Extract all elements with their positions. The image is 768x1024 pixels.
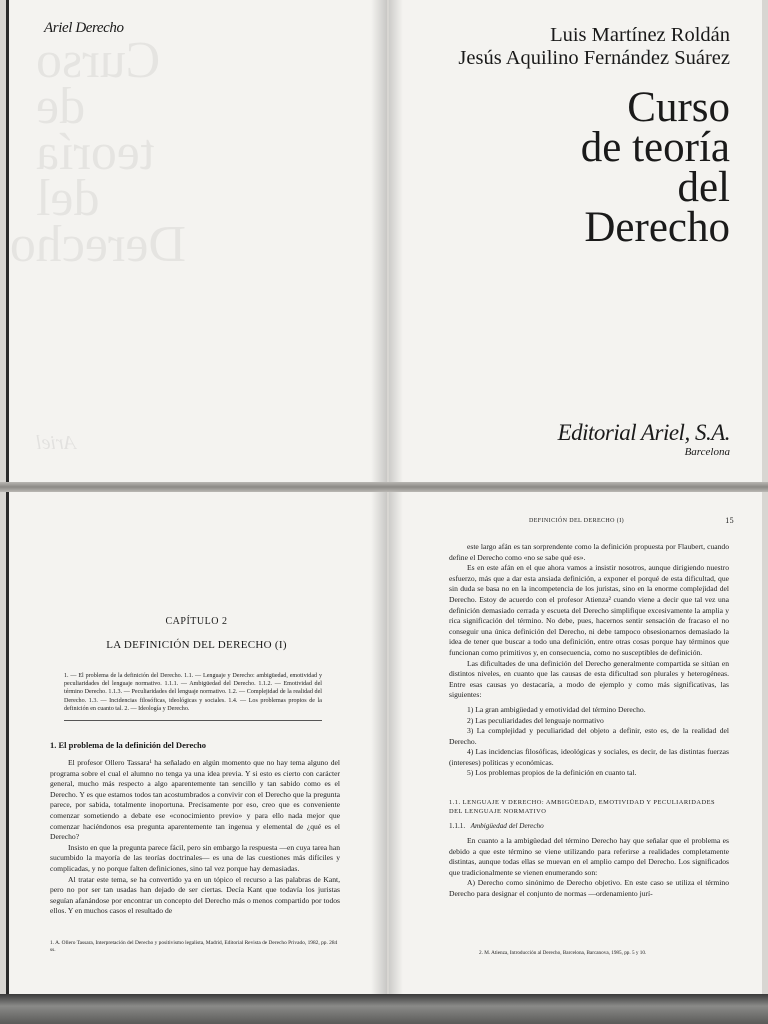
page-edge <box>6 492 9 994</box>
list-item: 5) Los problemas propios de la definición en cuanto tal. <box>467 768 637 778</box>
publisher-city: Barcelona <box>684 446 730 458</box>
footnote: 2. M. Atienza, Introducción al Derecho, Barcelona, Barcanova, 1985, pp. 5 y 10. <box>479 950 647 956</box>
subsubsection-number: 1.1.1. <box>449 822 466 830</box>
running-head: DEFINICIÓN DEL DERECHO (I) <box>529 518 624 524</box>
author-1: Luis Martínez Roldán <box>550 24 730 46</box>
publisher-name: Editorial Ariel, S.A. <box>557 420 730 445</box>
paragraph: Es en este afán en el que ahora vamos a insistir nosotros, aunque dirigiendo nuestro esfuerzo, más que a dar esta ansiada definición, a exponer el porqué de esta dificultad, que sin duda se basa no en la incompetencia de los juristas, sino en la enorme complejidad del Derecho. Estoy de acuerdo con el profesor Atienza² cuando viene a decir que tal vez una definición demasiado cerrada y escueta del Derecho simplifique excesivamente la amplia y rica significación del término. No debe, pues, hacernos sentir sensación de fracaso el no conseguir una única definición del Derecho, ni debe tampoco obsesionarnos demasiado la idea de tener que buscar a todo una definición, entre otras cosas porque hay términos que funcionan como primitivos y, en consecuencia, como no susceptibles de definición. <box>449 563 729 657</box>
title-line: de teoría <box>580 124 730 171</box>
title-line: Curso <box>627 84 730 131</box>
body-text <box>449 836 729 900</box>
show-through-text: Curso de teoría del Derecho <box>9 32 186 273</box>
summary-rule <box>64 720 322 721</box>
spine-shadow <box>371 492 387 994</box>
title-line: del <box>677 164 730 211</box>
chapter-opening-page <box>6 492 387 994</box>
subsection-heading: 1.1. LENGUAJE Y DERECHO: AMBIGÜEDAD, EMOTIVIDAD Y PECULIARIDADES DEL LENGUAJE NORMATIVO <box>449 799 716 815</box>
paragraph: A) Derecho como sinónimo de Derecho objetivo. En este caso se utiliza el término Derecho para designar el conjunto de normas —ordenamiento jurí- <box>449 878 729 898</box>
page-number: 15 <box>725 516 734 525</box>
paragraph: este largo afán es tan sorprendente como la definición propuesta por Flaubert, cuando define el Derecho como «no se sabe qué es». <box>449 542 729 562</box>
paragraph: Al tratar este tema, se ha convertido ya en un tópico el recurso a las palabras de Kant, pero no por ser tan usadas han dejado de ser ciertas. Decía Kant que todavía los juristas seguían afanándose por encontrar un concepto del Derecho más o menos compartido por todos ellos. Y en muchos casos el resultado de <box>50 874 340 916</box>
list-item: 3) La complejidad y peculiaridad del objeto a definir, esto es, de la realidad del Derecho. <box>449 726 729 746</box>
list-item: 1) La gran ambigüedad y emotividad del término Derecho. <box>467 704 646 714</box>
author-2: Jesús Aquilino Fernández Suárez <box>458 47 730 69</box>
paragraph: En cuanto a la ambigüedad del término Derecho hay que señalar que el problema es debido a que este término se viene utilizando para referirse a realidades completamente distintas, aunque todas ellas se muevan en el amplio campo del Derecho. Los significados que tradicionalmente se vienen enumerando son: <box>449 836 729 877</box>
publisher-block <box>558 420 730 458</box>
half-title-page <box>6 0 387 482</box>
scan-bottom-edge <box>0 994 768 1024</box>
body-text <box>50 758 340 917</box>
title-line: Derecho <box>584 204 730 251</box>
list-item: 4) Las incidencias filosóficas, ideológicas y sociales, es decir, de las distintas fuerzas (intereses) políticas y económicas. <box>449 747 729 767</box>
causes-list <box>449 705 729 779</box>
paragraph: Insisto en que la pregunta parece fácil, pero sin embargo la respuesta —en cuya tarea han sucumbido la mayoría de las teorías doctrinales— es una de las cuestiones más difíciles y complicadas, y no porque falten definiciones, sino tal vez porque hay demasiadas. <box>50 842 340 873</box>
series-name: Ariel Derecho <box>44 20 124 36</box>
section-heading: 1. El problema de la definición del Derecho <box>50 740 206 750</box>
text-page <box>389 492 762 994</box>
spine-shadow <box>389 492 403 994</box>
paragraph: El profesor Ollero Tassara¹ ha señalado en algún momento que no hay tema alguno del programa sobre el cual el alumno no tenga ya una idea previa. Y si esto es cierto con carácter general, mucho más respecto a algo aparentemente tan sencillo y tan sabido como es el Derecho. Y es que estamos todos tan acostumbrados a convivir con el Derecho que la pregunta parece, por sabida, totalmente inoportuna. Precisamente por eso, creo que es conveniente comenzar sometiendo a debate ese «conocimiento previo» y para ello nada mejor que comenzar haciéndonos esa pregunta aparentemente tan ingenua y elemental de ¿qué es el Derecho? <box>50 758 340 842</box>
show-through-text: Ariel <box>36 432 76 454</box>
footnote: 1. A. Ollero Tassara, Interpretación del Derecho y positivismo legalista, Madrid, Editorial Revista de Derecho Privado, 1982, pp. 284 ss. <box>50 940 338 953</box>
page-edge <box>6 0 9 482</box>
chapter-number: CAPÍTULO 2 <box>165 616 228 627</box>
paragraph: Las dificultades de una definición del Derecho generalmente compartida se sitúan en distintos niveles, en cuanto que las causas de esta dificultad son plurales y heterogéneas. Entre esas causas yo destacaría, a modo de ejemplo y como más significativas, las siguientes: <box>449 658 729 700</box>
subsubsection-heading <box>449 822 544 830</box>
chapter-summary: 1. — El problema de la definición del Derecho. 1.1. — Lenguaje y Derecho: ambigüedad, emotividad y peculiaridades del lenguaje normativo. 1.1.1. — Ambigüedad del Derecho. 1.1.2. — Emotividad del término Derecho. 1.1.3. — Peculiaridades del lenguaje normativo. 1.2. — Complejidad de la realidad del Derecho. 1.3. — Incidencias filosóficas, ideológicas y sociales. 1.4. — Los problemas propios de la definición en cuanto tal. 2. — Ideología y Derecho. <box>64 673 322 712</box>
spine-shadow <box>389 0 403 482</box>
subsubsection-title: Ambigüedad del Derecho <box>470 822 544 830</box>
chapter-title: LA DEFINICIÓN DEL DERECHO (I) <box>106 639 287 651</box>
page-divider <box>0 482 768 492</box>
chapter-heading <box>6 616 387 651</box>
spine-shadow <box>371 0 387 482</box>
authors <box>458 24 730 70</box>
book-title <box>580 84 730 251</box>
title-page <box>389 0 762 482</box>
list-item: 2) Las peculiaridades del lenguaje normativo <box>467 715 604 725</box>
body-text <box>449 542 729 779</box>
